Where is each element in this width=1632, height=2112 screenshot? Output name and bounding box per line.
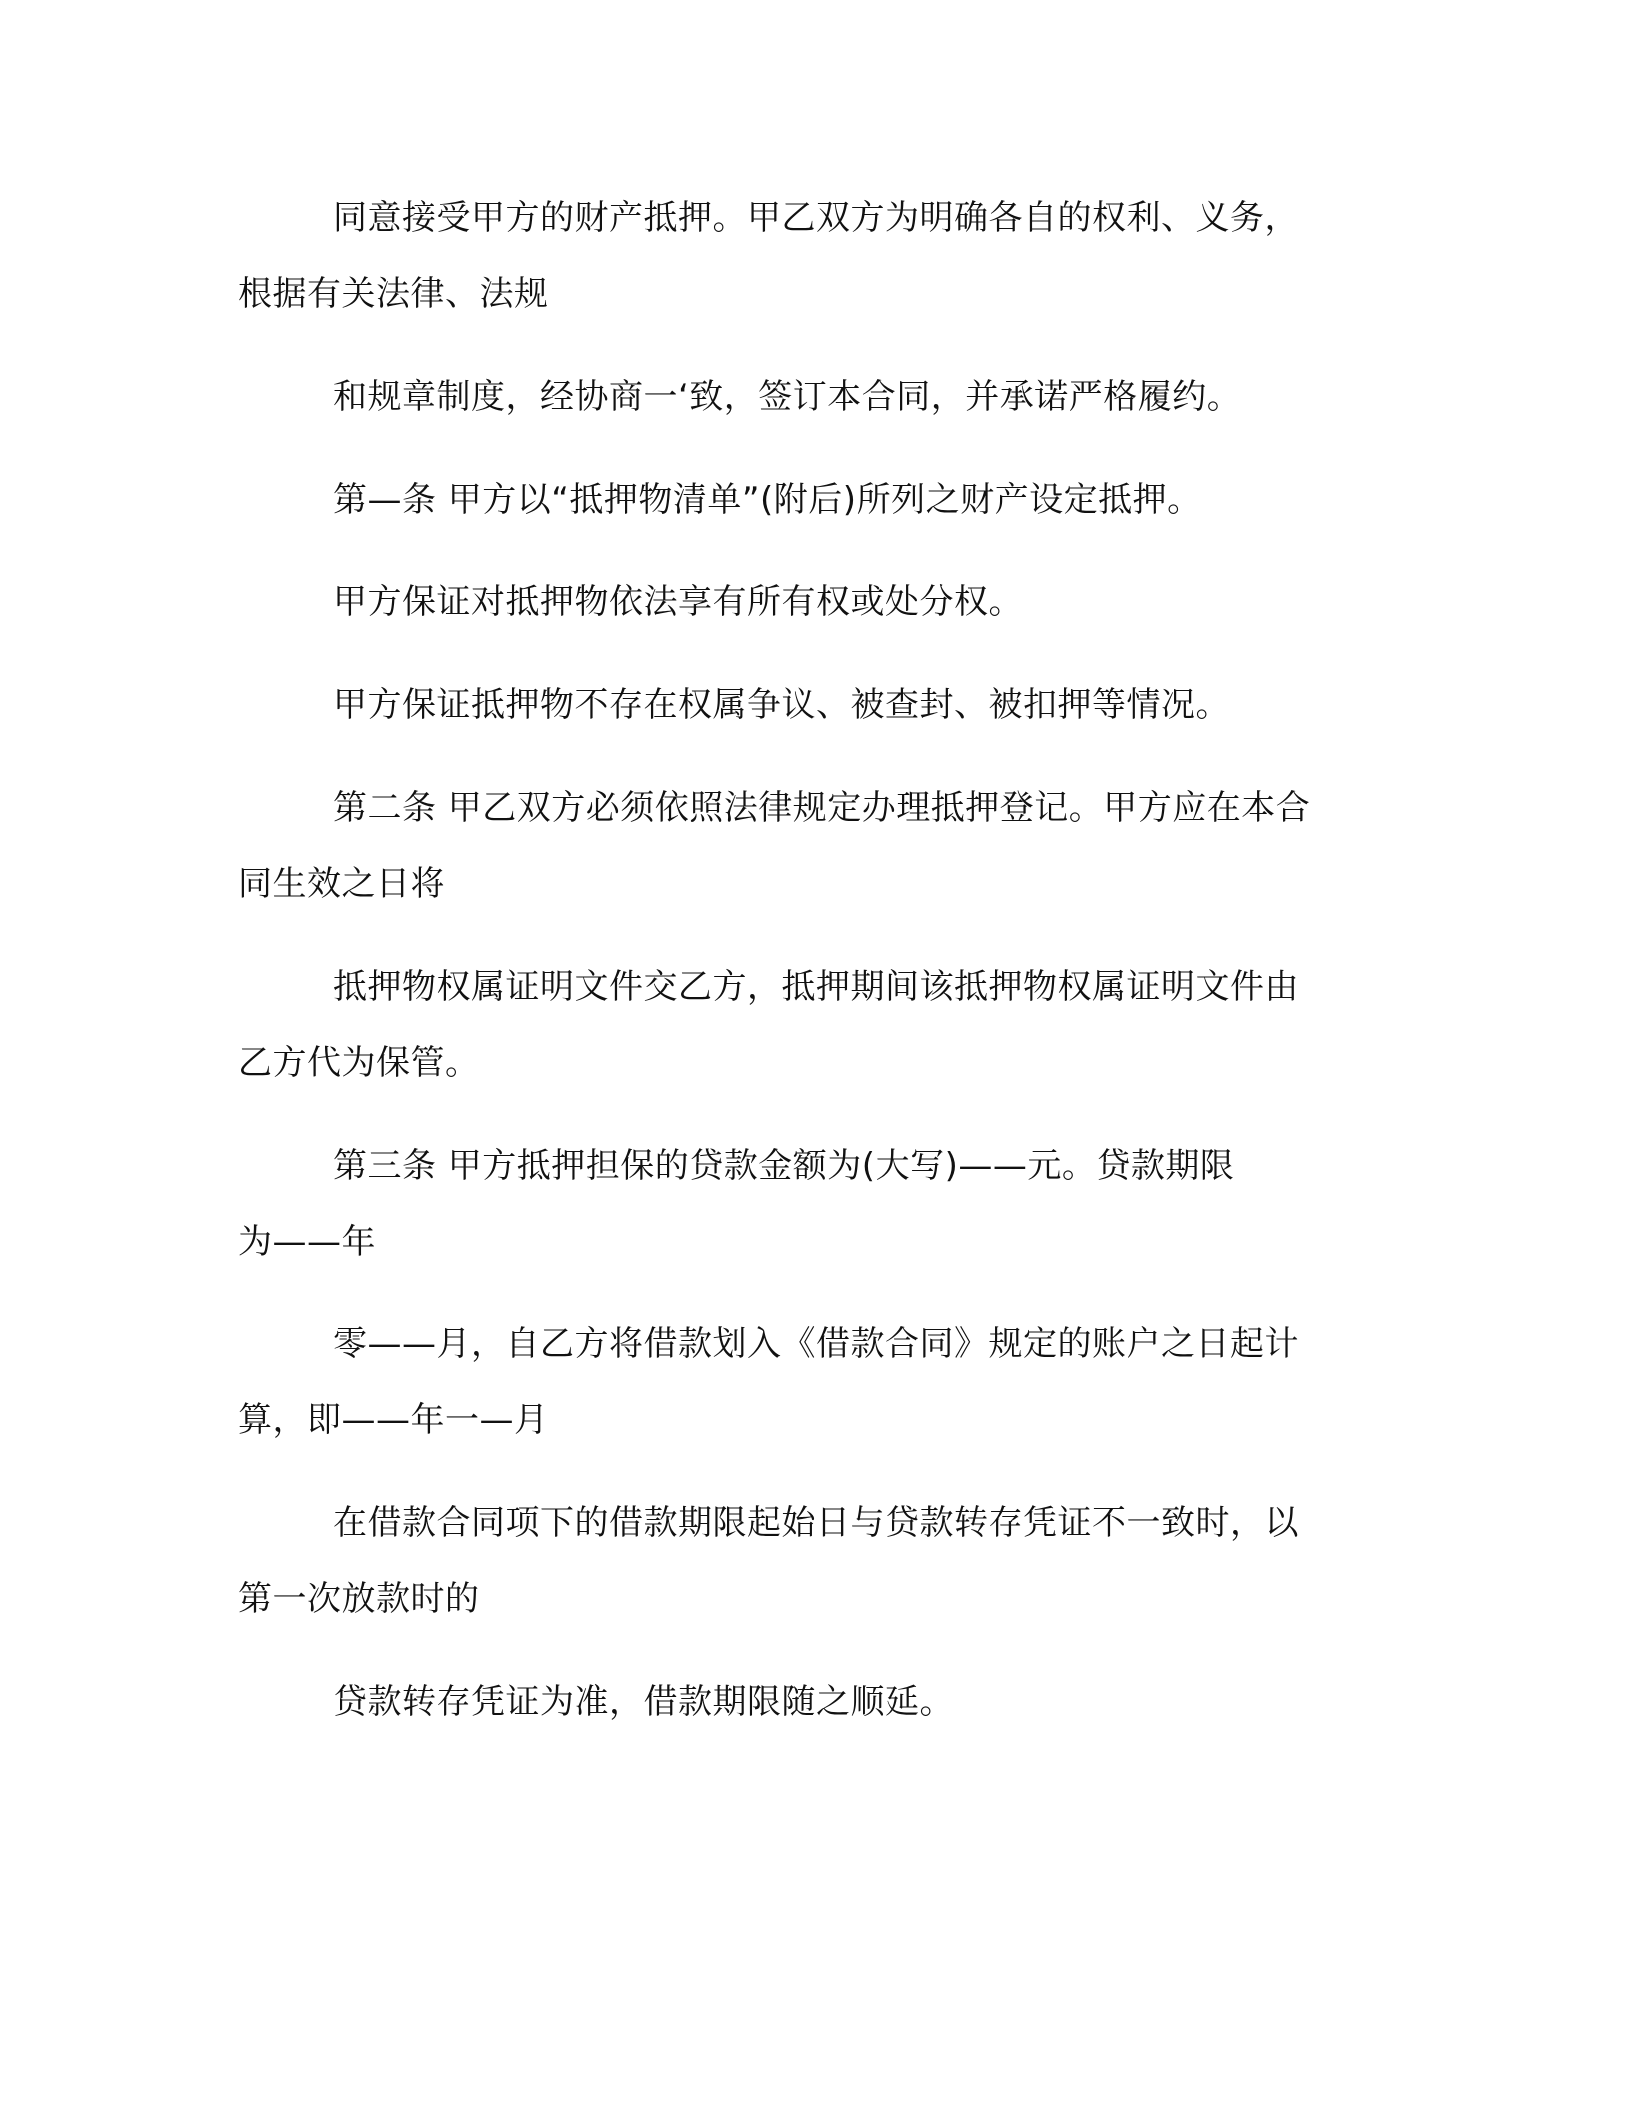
text-line-12: 为——年 [238, 1222, 376, 1262]
text-line-14: 算，即——年一—月 [238, 1400, 549, 1440]
text-line-8: 同生效之日将 [238, 864, 445, 904]
text-line-1: 同意接受甲方的财产抵押。甲乙双方为明确各自的权利、义务， [333, 198, 1299, 238]
text-line-5: 甲方保证对抵押物依法享有所有权或处分权。 [333, 582, 1023, 622]
text-line-17: 贷款转存凭证为准，借款期限随之顺延。 [333, 1682, 954, 1722]
text-line-10: 乙方代为保管。 [238, 1043, 480, 1083]
text-line-6: 甲方保证抵押物不存在权属争议、被查封、被扣押等情况。 [333, 685, 1230, 725]
text-line-15: 在借款合同项下的借款期限起始日与贷款转存凭证不一致时，以 [333, 1503, 1299, 1543]
text-line-9: 抵押物权属证明文件交乙方，抵押期间该抵押物权属证明文件由 [333, 967, 1299, 1007]
text-line-16: 第一次放款时的 [238, 1579, 480, 1619]
text-line-2: 根据有关法律、法规 [238, 274, 549, 314]
text-line-4: 第—条 甲方以“抵押物清单”(附后)所列之财产设定抵押。 [333, 480, 1202, 520]
text-line-3: 和规章制度，经协商一‘致，签订本合同，并承诺严格履约。 [333, 377, 1242, 417]
text-line-13: 零——月，自乙方将借款划入《借款合同》规定的账户之日起计 [333, 1324, 1299, 1364]
text-line-11: 第三条 甲方抵押担保的贷款金额为(大写)——元。贷款期限 [333, 1146, 1235, 1186]
text-line-7: 第二条 甲乙双方必须依照法律规定办理抵押登记。甲方应在本合 [333, 788, 1311, 828]
